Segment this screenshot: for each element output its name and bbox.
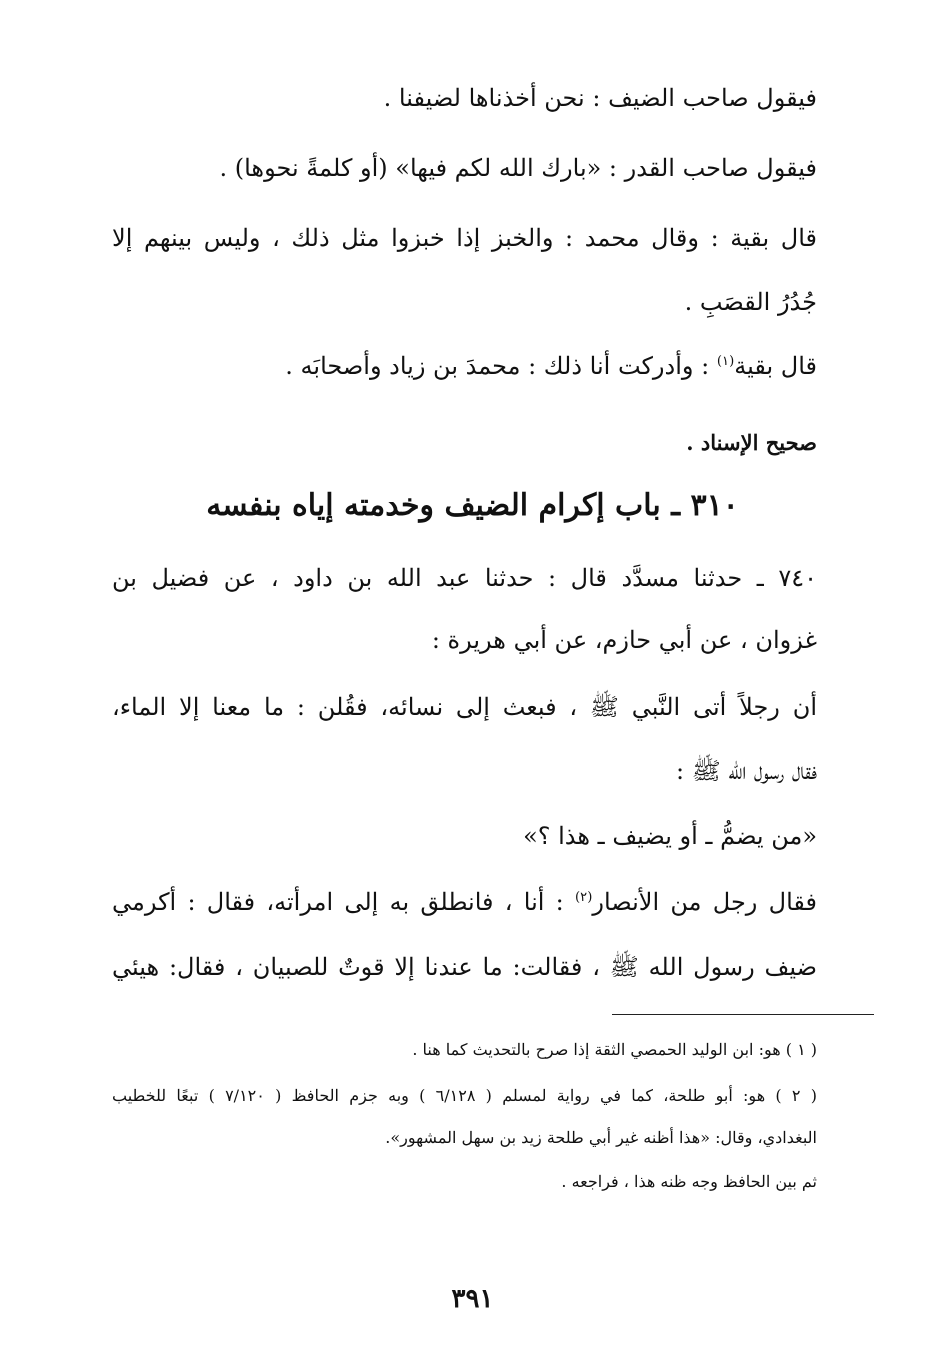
text-line-5-end: : وأدركت أنا ذلك : محمدَ بن زياد وأصحابَه . <box>285 352 717 380</box>
text-line-4: جُدُرُ القصَبِ . <box>684 288 817 316</box>
text-line-5-start: قال بقية <box>734 352 817 380</box>
footnote-ref-1: (١) <box>716 354 735 369</box>
footnote-2-line-1: ( ٢ ) هو: أبو طلحة، كما في رواية لمسلم ( ٦/١٢٨ ) وبه جزم الحافظ ( ٧/١٢٠ ) تبعًا للخطيب <box>112 1086 818 1105</box>
isnad-grade: صحيح الإسناد . <box>686 430 817 455</box>
text-line-5 <box>285 352 817 380</box>
hadith-line-7: ضيف رسول الله ﷺ ، فقالت: ما عندنا إلا قوتٌ للصبيان ، فقال: هيئي <box>112 953 817 981</box>
footnote-divider <box>612 1014 874 1015</box>
hadith-line-4: فقال رسول الله ﷺ : <box>675 757 817 785</box>
hadith-line-2: غزوان ، عن أبي حازم، عن أبي هريرة : <box>431 626 817 654</box>
text-line-3: قال بقية : وقال محمد : والخبز إذا خبزوا مثل ذلك ، وليس بينهم إلا <box>112 224 817 252</box>
hadith-line-6-end: : أنا ، فانطلق به إلى امرأته، فقال : أكرمي <box>112 888 575 916</box>
text-line-2: فيقول صاحب القدر : «بارك الله لكم فيها» (أو كلمةً نحوها) . <box>219 154 817 182</box>
page-number: ٣٩١ <box>451 1284 494 1314</box>
text-line-1: فيقول صاحب الضيف : نحن أخذناها لضيفنا . <box>383 84 817 112</box>
hadith-line-1: ٧٤٠ ـ حدثنا مسدَّد قال : حدثنا عبد الله بن داود ، عن فضيل بن <box>112 564 817 592</box>
footnote-ref-2: (٢) <box>575 890 593 905</box>
chapter-heading: ٣١٠ ـ باب إكرام الضيف وخدمته إياه بنفسه <box>206 488 739 523</box>
footnote-1: ( ١ ) هو: ابن الوليد الحمصي الثقة إذا صرح بالتحديث كما هنا . <box>412 1040 817 1059</box>
hadith-line-6 <box>112 888 817 916</box>
footnote-2-line-2: البغدادي، وقال: «هذا أظنه غير أبي طلحة زيد بن سهل المشهور». <box>385 1128 817 1147</box>
hadith-line-3: أن رجلاً أتى النَّبي ﷺ ، فبعث إلى نسائه، فقُلن : ما معنا إلا الماء، <box>112 693 817 721</box>
footnote-2-line-3: ثم بين الحافظ وجه ظنه هذا ، فراجعه . <box>561 1172 817 1191</box>
hadith-line-6-start: فقال رجل من الأنصار <box>592 888 817 916</box>
hadith-line-5: «من يضمُّ ـ أو يضيف ـ هذا ؟» <box>523 822 817 850</box>
